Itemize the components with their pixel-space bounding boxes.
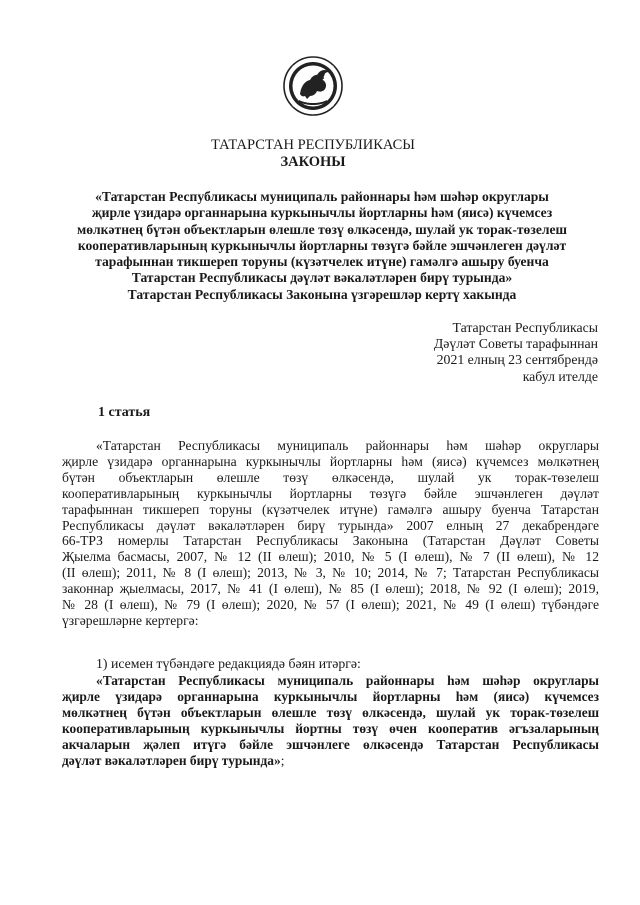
paragraph-line: үзгәрешләрне кертергә:: [62, 612, 199, 628]
paragraph-line: (II өлеш); 2011, № 8 (I өлеш); 2013, № 3, № 10; 2014, № 7; Татарстан Республикасы: [62, 565, 599, 581]
new-title-paragraph: [62, 673, 599, 768]
adoption-line: кабул ителде: [522, 368, 598, 384]
title-line: мөлкәтнең бүтән объектларын өлешле төзү өлкәсендә, шулай ук торак-төзелеш: [77, 221, 567, 237]
article-heading: 1 статья: [98, 405, 151, 420]
paragraph-line: законнар җыелмасы, 2017, № 41 (I өлеш), № 85 (I өлеш); 2018, № 92 (I өлеш); 2019,: [62, 581, 599, 597]
paragraph-line: «Татарстан Республикасы муниципаль районнары һәм шәһәр округлары: [96, 438, 599, 453]
adoption-line: Татарстан Республикасы: [452, 320, 598, 335]
paragraph-line: 66-ТРЗ номерлы Татарстан Республикасы Законына (Татарстан Дәүләт Советы: [62, 533, 599, 549]
republic-name: ТАТАРСТАН РЕСПУБЛИКАСЫ: [211, 137, 415, 153]
law-title: [62, 189, 582, 303]
title-line: тарафыннан тикшереп торуны (күзәтчелек итүне) гамәлгә ашыру буенча: [95, 254, 549, 270]
paragraph-line: бүтән объектларын өлешле төзү өлкәсендә, шулай ук торак-төзелеш: [62, 469, 599, 485]
title-line: җирле үзидарә органнарына куркынычлы йортларны һәм (яисә) күчемсез: [91, 205, 553, 221]
paragraph-line: Республикасы дәүләт вәкаләтләрен бирү турында» 2007 елның 27 декабрендәге: [62, 517, 599, 533]
coat-of-arms-emblem: [283, 56, 343, 116]
paragraph-line: мөлкәтнең бүтән объектларын өлешле төзү өлкәсендә, шулай ук торак-төзелеш: [62, 704, 599, 720]
paragraph-line: тарафыннан тикшереп торуны (күзәтчелек итүне) гамәлгә ашыру буенча Татарстан: [62, 501, 599, 517]
title-line: Татарстан Республикасы Законына үзгәрешләр кертү хакында: [127, 286, 517, 302]
paragraph-line-text: дәүләт вәкаләтләрен бирү турында»: [62, 752, 281, 768]
adoption-note: [434, 320, 598, 385]
paragraph-line: № 28 (I өлеш), № 79 (I өлеш); 2020, № 57 (I өлеш); 2021, № 49 (I өлеш) түбәндәге: [62, 597, 599, 613]
law-heading: ЗАКОНЫ: [280, 154, 346, 170]
paragraph-line: кооперативларының куркынычлы йортны төзү өчен кооператив әгъзаларының: [62, 720, 599, 736]
adoption-line: Дәүләт Советы тарафыннан: [433, 336, 598, 352]
paragraph-line: «Татарстан Республикасы муниципаль районнары һәм шәһәр округлары: [96, 673, 599, 688]
title-line: «Татарстан Республикасы муниципаль районнары һәм шәһәр округлары: [95, 189, 549, 204]
adoption-line: 2021 елның 23 сентябрендә: [436, 352, 598, 368]
paragraph-line: кооперативларының куркынычлы йортларны төзүгә бәйле эшчәнлеген дәүләт: [62, 485, 599, 501]
paragraph-line: Җыелма басмасы, 2007, № 12 (II өлеш); 2010, № 5 (I өлеш), № 7 (II өлеш), № 12: [62, 549, 599, 565]
paragraph-line: җирле үзидарә органнарына куркынычлы йортларны һәм (яисә) күчемсез: [62, 688, 599, 704]
article-paragraph: [62, 438, 599, 629]
title-line: кооперативларының куркынычлы йортларны төзүгә бәйле эшчәнлеген дәүләт: [77, 237, 567, 253]
paragraph-line: акчаларын җәлеп итүгә бәйле эшчәнлеге өлкәсендә Татарстан Республикасы: [62, 736, 599, 752]
paragraph-tail: ;: [280, 752, 285, 768]
paragraph-line: җирле үзидарә органнарына куркынычлы йортларны һәм (яисә) күчемсез мөлкәтнең: [62, 453, 599, 469]
list-item: 1) исемен түбәндәге редакциядә бәян итәргә:: [96, 656, 361, 671]
paragraph-line: [62, 753, 599, 769]
title-line: Татарстан Республикасы дәүләт вәкаләтләрен бирү турында»: [131, 270, 513, 286]
